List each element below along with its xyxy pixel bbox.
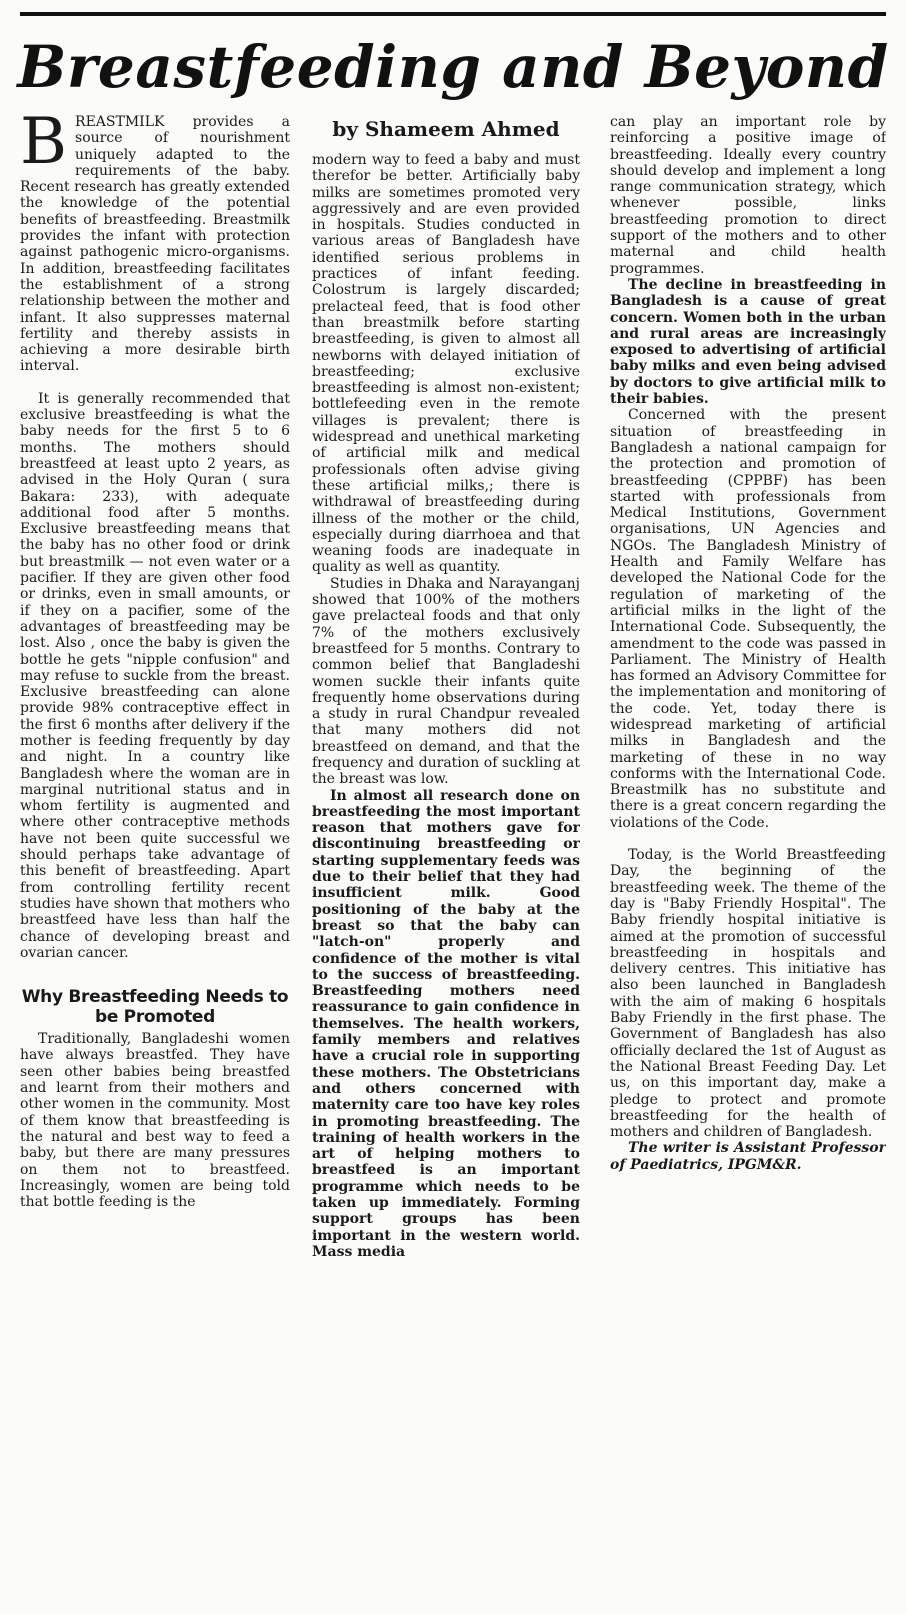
paragraph-6: In almost all research done on breastfeeding the most important reason that mothers gave for discontinuing breastfeeding or starting supplementary feeds was due to their belief that they had insufficient milk. Good positioning of the baby at the breast so that the baby can "latch-on" properly and confidence of the mother is vital to the success of breastfeeding. Breastfeeding mothers need reassurance to gain confidence in themselves. The health workers, family members and relatives have a crucial role in supporting these mothers. The Obstetricians and others concerned with maternity care too have key roles in promoting breastfeeding. The training of health workers in the art of helping mothers to breastfeed is an important programme which needs to be taken up immediately. Forming support groups has been important in the western world. Mass media xyxy=(312,787,580,1260)
headline: Breastfeeding and Beyond xyxy=(17,33,889,101)
paragraph-8: The decline in breastfeeding in Bangladesh is a cause of great concern. Women both in the urban and rural areas are increasingly exposed to advertising of artificial baby milks and even being advised by doctors to give artificial milk to their babies. xyxy=(610,276,886,408)
drop-cap: B xyxy=(20,114,68,179)
paragraph-5: Studies in Dhaka and Narayanganj showed that 100% of the mothers gave prelacteal foods and that only 7% of the mothers exclusively breastfeed for 5 months. Contrary to common belief that Bangladeshi women suckle their infants quite frequently home observations during a study in rural Chandpur revealed that many mothers did not breastfeed on demand, and that the frequency and duration of suckling at the breast was low. xyxy=(312,575,580,788)
byline: by Shameem Ahmed xyxy=(332,117,560,141)
intro-paragraph xyxy=(20,114,290,375)
subheading: Why Breastfeeding Needs to be Promoted xyxy=(21,987,289,1028)
intro-text: REASTMILK provides a source of nourishment uniquely adapted to the requirements of the baby. Recent research has greatly extended the knowledge of the potential benefits of breastfeeding. Breastmilk provides the infant with protection against pathogenic micro-organisms. In addition, breastfeeding facilitates the establishment of a strong relationship between the mother and infant. It also suppresses maternal fertility and thereby assists in achieving a more desirable birth interval. xyxy=(20,114,290,375)
paragraph-2: It is generally recommended that exclusive breastfeeding is what the baby needs for the first 5 to 6 months. The mothers should breastfeed at least upto 2 years, as advised in the Holy Quran ( sura Bakara: 233), with adequate additional food after 5 months. Exclusive breastfeeding means that the baby has no other food or drink but breastmilk — not even water or a pacifier. If they are given other food or drinks, even in small amounts, or if they on a pacifier, some of the advantages of breastfeeding may be lost. Also , once the baby is given the bottle he gets "nipple confusion" and may refuse to suckle from the breast. Exclusive breastfeeding can alone provide 98% contraceptive effect in the first 6 months after delivery if the mother is feeding frequently by day and night. In a country like Bangladesh where the woman are in marginal nutritional status and in whom fertility is augmented and where other contraceptive methods have not been quite successful we should perhaps take advantage of this benefit of breastfeeding. Apart from controlling fertility recent studies have shown that mothers who breastfeed have less than half the chance of developing breast and ovarian cancer. xyxy=(20,390,290,961)
column-3 xyxy=(610,114,886,1606)
column-1 xyxy=(20,114,290,1606)
article-columns xyxy=(20,114,886,1606)
paragraph-9: Concerned with the present situation of breastfeeding in Bangladesh a national campaign for the protection and promotion of breastfeeding (CPPBF) has been started with professionals from Medical Institutions, Government organisations, UN Agencies and NGOs. The Bangladesh Ministry of Health and Family Welfare has developed the National Code for the regulation of marketing of the artificial milks in the light of the International Code. Subsequently, the amendment to the code was passed in Parliament. The Ministry of Health has formed an Advisory Committee for the implementation and monitoring of the code. Yet, today there is widespread marketing of artificial milks in Bangladesh and the marketing of these in no way conforms with the International Code. Breastmilk has no substitute and there is a great concern regarding the violations of the Code. xyxy=(610,407,886,831)
author-credit: The writer is Assistant Professor of Paediatrics, IPGM&R. xyxy=(610,1140,886,1173)
paragraph-3: Traditionally, Bangladeshi women have always breastfed. They have seen other babies being breastfed and learnt from their mothers and other women in the community. Most of them know that breastfeeding is the natural and best way to feed a baby, but there are many pressures on them not to breastfeed. Increasingly, women are being told that bottle feeding is the xyxy=(20,1031,290,1211)
paragraph-10: Today, is the World Breastfeeding Day, the beginning of the breastfeeding week. The theme of the day is "Baby Friendly Hospital". The Baby friendly hospital initiative is aimed at the promotion of successful breastfeeding in hospitals and delivery centres. This initiative has also been launched in Bangladesh with the aim of making 6 hospitals Baby Friendly in the first phase. The Government of Bangladesh has also officially declared the 1st of August as the National Breast Feeding Day. Let us, on this important day, make a pledge to protect and promote breastfeeding for the health of mothers and children of Bangladesh. xyxy=(610,847,886,1141)
column-2 xyxy=(312,114,580,1606)
top-rule xyxy=(20,12,886,16)
paragraph-4: modern way to feed a baby and must therefor be better. Artificially baby milks are sometimes promoted very aggressively and are even provided in hospitals. Studies conducted in various areas of Bangladesh have identified serious problems in practices of infant feeding. Colostrum is largely discarded; prelacteal feed, that is food other than breastmilk before starting breastfeeding, is given to almost all newborns with delayed initiation of breastfeeding; exclusive breastfeeding is almost non-existent; bottlefeeding even in the remote villages is prevalent; there is widespread and unethical marketing of artificial milk and medical professionals often advise giving these artificial milks,; there is withdrawal of breastfeeding during illness of the mother or the child, especially during diarrhoea and that weaning foods are inadequate in quality as well as quantity. xyxy=(312,152,580,576)
paragraph-7: can play an important role by reinforcing a positive image of breastfeeding. Ideally every country should develop and implement a long range communication strategy, which whenever possible, links breastfeeding promotion to direct support of the mothers and to other maternal and child health programmes. xyxy=(610,114,886,277)
